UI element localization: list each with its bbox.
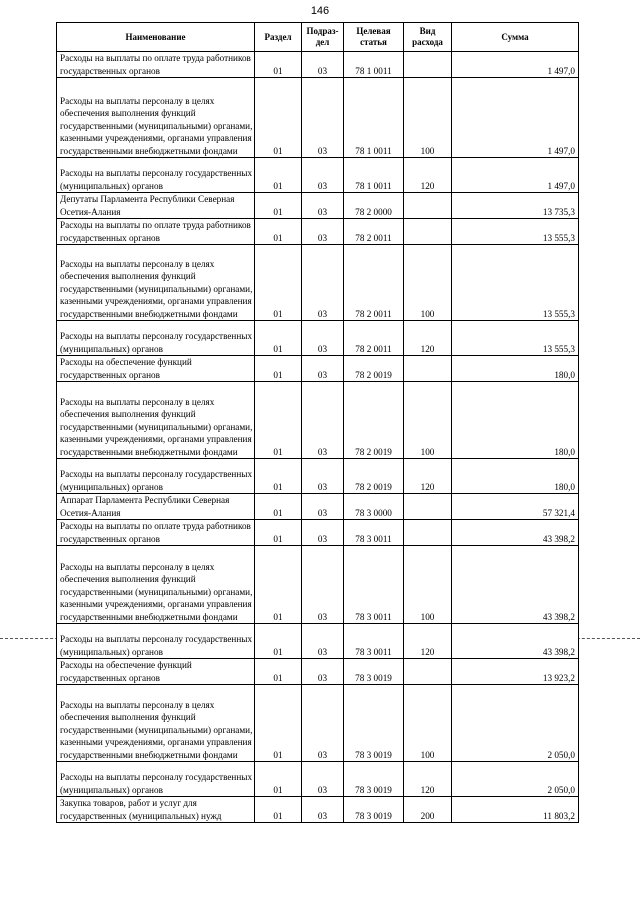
row-podrazdel: 03 bbox=[302, 219, 344, 245]
row-name: Расходы на выплаты персоналу в целях обеспечения выполнения функций государственными (муниципальными) органами, казенными учреждениями, органами управления государственными внебюджетными фондами bbox=[57, 245, 255, 321]
table-row bbox=[57, 321, 579, 356]
row-podrazdel: 03 bbox=[302, 762, 344, 797]
row-target-article: 78 2 0000 bbox=[344, 193, 404, 219]
table-row bbox=[57, 158, 579, 193]
row-sum: 43 398,2 bbox=[452, 546, 579, 624]
row-name: Расходы на обеспечение функций государственных органов bbox=[57, 356, 255, 382]
row-target-article: 78 3 0011 bbox=[344, 520, 404, 546]
row-name: Расходы на выплаты персоналу в целях обеспечения выполнения функций государственными (муниципальными) органами, казенными учреждениями, органами управления государственными внебюджетными фондами bbox=[57, 78, 255, 158]
header-razdel: Раздел bbox=[255, 23, 302, 52]
table-row bbox=[57, 245, 579, 321]
row-podrazdel: 03 bbox=[302, 659, 344, 685]
row-name: Расходы на обеспечение функций государственных органов bbox=[57, 659, 255, 685]
row-sum: 43 398,2 bbox=[452, 520, 579, 546]
row-sum: 180,0 bbox=[452, 356, 579, 382]
row-sum: 13 555,3 bbox=[452, 245, 579, 321]
table-row bbox=[57, 624, 579, 659]
row-razdel: 01 bbox=[255, 158, 302, 193]
row-podrazdel: 03 bbox=[302, 546, 344, 624]
row-target-article: 78 1 0011 bbox=[344, 78, 404, 158]
row-razdel: 01 bbox=[255, 459, 302, 494]
row-sum: 43 398,2 bbox=[452, 624, 579, 659]
row-name: Закупка товаров, работ и услуг для государственных (муниципальных) нужд bbox=[57, 797, 255, 823]
header-target-article: Целевая статья bbox=[344, 23, 404, 52]
budget-table bbox=[56, 22, 579, 823]
row-podrazdel: 03 bbox=[302, 459, 344, 494]
row-podrazdel: 03 bbox=[302, 52, 344, 78]
row-razdel: 01 bbox=[255, 546, 302, 624]
row-sum: 13 735,3 bbox=[452, 193, 579, 219]
row-razdel: 01 bbox=[255, 219, 302, 245]
row-sum: 2 050,0 bbox=[452, 685, 579, 762]
row-sum: 1 497,0 bbox=[452, 52, 579, 78]
row-expense-type: 100 bbox=[404, 685, 452, 762]
row-razdel: 01 bbox=[255, 624, 302, 659]
row-podrazdel: 03 bbox=[302, 193, 344, 219]
table-row bbox=[57, 762, 579, 797]
row-expense-type bbox=[404, 356, 452, 382]
row-name: Расходы на выплаты персоналу государственных (муниципальных) органов bbox=[57, 158, 255, 193]
row-name: Депутаты Парламента Республики Северная Осетия-Алания bbox=[57, 193, 255, 219]
row-podrazdel: 03 bbox=[302, 520, 344, 546]
row-target-article: 78 3 0019 bbox=[344, 659, 404, 685]
row-podrazdel: 03 bbox=[302, 245, 344, 321]
row-target-article: 78 3 0019 bbox=[344, 685, 404, 762]
row-razdel: 01 bbox=[255, 659, 302, 685]
row-expense-type: 200 bbox=[404, 797, 452, 823]
row-podrazdel: 03 bbox=[302, 78, 344, 158]
row-sum: 57 321,4 bbox=[452, 494, 579, 520]
row-podrazdel: 03 bbox=[302, 321, 344, 356]
row-razdel: 01 bbox=[255, 685, 302, 762]
row-name: Расходы на выплаты по оплате труда работников государственных органов bbox=[57, 52, 255, 78]
row-target-article: 78 3 0019 bbox=[344, 762, 404, 797]
row-name: Расходы на выплаты персоналу государственных (муниципальных) органов bbox=[57, 321, 255, 356]
row-razdel: 01 bbox=[255, 193, 302, 219]
row-name: Расходы на выплаты персоналу государственных (муниципальных) органов bbox=[57, 459, 255, 494]
row-podrazdel: 03 bbox=[302, 624, 344, 659]
row-podrazdel: 03 bbox=[302, 382, 344, 459]
row-expense-type: 100 bbox=[404, 382, 452, 459]
row-target-article: 78 2 0011 bbox=[344, 245, 404, 321]
row-target-article: 78 3 0011 bbox=[344, 546, 404, 624]
table-row bbox=[57, 459, 579, 494]
row-name: Расходы на выплаты персоналу в целях обеспечения выполнения функций государственными (муниципальными) органами, казенными учреждениями, органами управления государственными внебюджетными фондами bbox=[57, 685, 255, 762]
row-target-article: 78 2 0011 bbox=[344, 321, 404, 356]
row-sum: 180,0 bbox=[452, 459, 579, 494]
table-row bbox=[57, 219, 579, 245]
row-name: Расходы на выплаты персоналу государственных (муниципальных) органов bbox=[57, 762, 255, 797]
table-row bbox=[57, 797, 579, 823]
row-podrazdel: 03 bbox=[302, 158, 344, 193]
row-razdel: 01 bbox=[255, 321, 302, 356]
row-target-article: 78 2 0011 bbox=[344, 219, 404, 245]
table-row bbox=[57, 659, 579, 685]
row-expense-type bbox=[404, 193, 452, 219]
header-expense-type: Вид расхода bbox=[404, 23, 452, 52]
row-podrazdel: 03 bbox=[302, 494, 344, 520]
row-expense-type: 100 bbox=[404, 78, 452, 158]
row-razdel: 01 bbox=[255, 494, 302, 520]
header-podrazdel: Подраз-дел bbox=[302, 23, 344, 52]
table-row bbox=[57, 193, 579, 219]
row-sum: 13 555,3 bbox=[452, 321, 579, 356]
page-number: 146 bbox=[310, 5, 330, 17]
row-target-article: 78 1 0011 bbox=[344, 52, 404, 78]
row-expense-type bbox=[404, 52, 452, 78]
row-sum: 13 923,2 bbox=[452, 659, 579, 685]
row-target-article: 78 3 0000 bbox=[344, 494, 404, 520]
table-row bbox=[57, 78, 579, 158]
row-sum: 2 050,0 bbox=[452, 762, 579, 797]
row-expense-type bbox=[404, 219, 452, 245]
row-target-article: 78 3 0019 bbox=[344, 797, 404, 823]
row-name: Расходы на выплаты по оплате труда работников государственных органов bbox=[57, 520, 255, 546]
row-expense-type: 120 bbox=[404, 321, 452, 356]
row-expense-type: 120 bbox=[404, 459, 452, 494]
table-row bbox=[57, 685, 579, 762]
row-expense-type: 120 bbox=[404, 624, 452, 659]
header-name: Наименование bbox=[57, 23, 255, 52]
row-target-article: 78 2 0019 bbox=[344, 459, 404, 494]
row-target-article: 78 2 0019 bbox=[344, 382, 404, 459]
row-name: Аппарат Парламента Республики Северная Осетия-Алания bbox=[57, 494, 255, 520]
row-sum: 180,0 bbox=[452, 382, 579, 459]
row-expense-type: 100 bbox=[404, 546, 452, 624]
row-razdel: 01 bbox=[255, 78, 302, 158]
table-row bbox=[57, 546, 579, 624]
row-razdel: 01 bbox=[255, 356, 302, 382]
table-row bbox=[57, 494, 579, 520]
row-expense-type bbox=[404, 520, 452, 546]
row-sum: 1 497,0 bbox=[452, 158, 579, 193]
header-sum: Сумма bbox=[452, 23, 579, 52]
row-name: Расходы на выплаты персоналу в целях обеспечения выполнения функций государственными (муниципальными) органами, казенными учреждениями, органами управления государственными внебюджетными фондами bbox=[57, 382, 255, 459]
row-expense-type: 120 bbox=[404, 762, 452, 797]
row-razdel: 01 bbox=[255, 245, 302, 321]
row-name: Расходы на выплаты по оплате труда работников государственных органов bbox=[57, 219, 255, 245]
row-expense-type bbox=[404, 659, 452, 685]
table-row bbox=[57, 52, 579, 78]
header-row bbox=[57, 23, 579, 52]
row-razdel: 01 bbox=[255, 762, 302, 797]
row-razdel: 01 bbox=[255, 382, 302, 459]
row-name: Расходы на выплаты персоналу государственных (муниципальных) органов bbox=[57, 624, 255, 659]
row-target-article: 78 1 0011 bbox=[344, 158, 404, 193]
row-podrazdel: 03 bbox=[302, 685, 344, 762]
row-podrazdel: 03 bbox=[302, 797, 344, 823]
row-razdel: 01 bbox=[255, 520, 302, 546]
row-sum: 13 555,3 bbox=[452, 219, 579, 245]
row-name: Расходы на выплаты персоналу в целях обеспечения выполнения функций государственными (муниципальными) органами, казенными учреждениями, органами управления государственными внебюджетными фондами bbox=[57, 546, 255, 624]
row-sum: 11 803,2 bbox=[452, 797, 579, 823]
table-row bbox=[57, 520, 579, 546]
row-expense-type bbox=[404, 494, 452, 520]
row-target-article: 78 2 0019 bbox=[344, 356, 404, 382]
row-razdel: 01 bbox=[255, 52, 302, 78]
row-podrazdel: 03 bbox=[302, 356, 344, 382]
row-razdel: 01 bbox=[255, 797, 302, 823]
table-row bbox=[57, 382, 579, 459]
table-row bbox=[57, 356, 579, 382]
row-sum: 1 497,0 bbox=[452, 78, 579, 158]
row-target-article: 78 3 0011 bbox=[344, 624, 404, 659]
row-expense-type: 100 bbox=[404, 245, 452, 321]
row-expense-type: 120 bbox=[404, 158, 452, 193]
